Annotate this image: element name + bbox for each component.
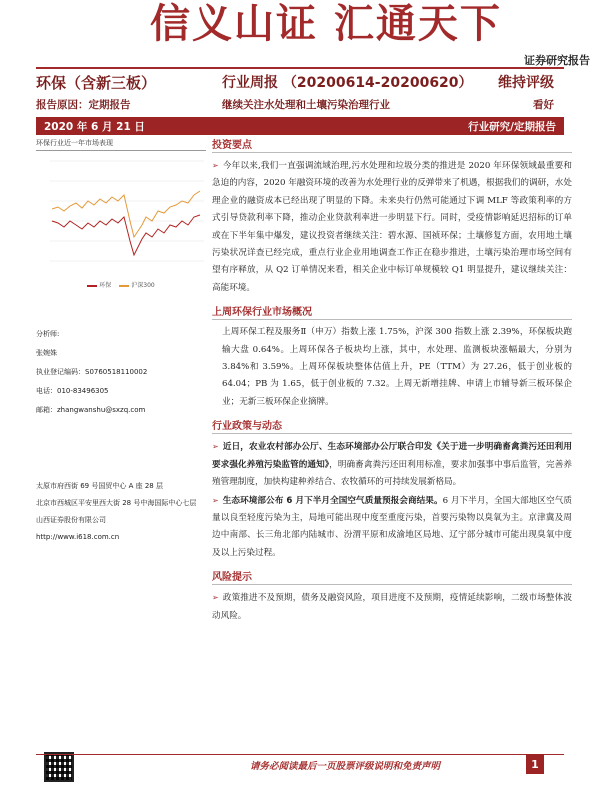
rating-label: 维持评级 — [498, 75, 554, 91]
section-market-body: 上周环保工程及服务Ⅱ（申万）指数上涨 1.75%，沪深 300 指数上涨 2.39%，环保板块跑输大盘 0.64%。上周环保各子板块均上涨，其中，水处理、监测板块涨幅最大，分别为 3.84%和 3.59%。上周环保板块整体估值上升，PE（TTM）为 27.26，低于创业板的 64.04；PB 为 1.65，低于创业板的 7.32。上周无新增挂牌、申请上市辅导新三板环保企业；无新三板环保企业摘牌。 — [222, 327, 572, 407]
hs300-line — [52, 191, 200, 237]
disclaimer-notice: 请务必阅读最后一页股票评级说明和免责声明 — [250, 761, 441, 772]
footer-rule — [36, 754, 564, 755]
weekly-title: 行业周报 （20200614-20200620） — [222, 75, 473, 91]
policy-item-2: ➢ 生态环境部公布 6 月下半月全国空气质量预报会商结果。6 月下半月，全国大部地区空气质量以良至轻度污染为主，局地可能出现中度至重度污染，首要污染物以臭氧为主。京津冀及周边中南部、长三角北部内陆城市、汾渭平原和成渝地区局地、辽宁部分城市可能出现臭氧中度及以上污染过程。 — [212, 495, 572, 558]
bullet-icon: ➢ — [212, 442, 219, 452]
section-investment-title: 投资要点 — [212, 136, 572, 153]
qr-code-icon — [44, 752, 74, 782]
page-number: 1 — [526, 754, 544, 774]
report-type: 证券研究报告 — [524, 54, 590, 67]
analyst-info — [36, 325, 196, 420]
analyst-cert: 执业登记编码：S0760518110002 — [36, 368, 148, 376]
section-risk-title: 风险提示 — [212, 568, 572, 585]
header-row-2 — [36, 97, 564, 113]
report-date: 2020 年 6 月 21 日 — [44, 120, 145, 133]
analyst-label: 分析师: — [36, 330, 60, 338]
analyst-phone: 电话：010-83496305 — [36, 387, 109, 395]
report-category: 行业研究/定期报告 — [468, 120, 556, 133]
policy-item-1: ➢ 近日，农业农村部办公厅、生态环境部办公厅联合印发《关于进一步明确畜禽粪污还田利用要求强化养殖污染监管的通知》，明确畜禽粪污还田利用标准，要求加强事中事后监管，完善养殖管理制度，加快构建种养结合、农牧循环的可持续发展新格局。 — [212, 442, 572, 488]
company-info — [36, 478, 204, 546]
report-subtitle: 继续关注水处理和土壤污染治理行业 — [222, 99, 390, 111]
analyst-name: 张婉姝 — [36, 349, 57, 357]
legend-hs300: 沪深300 — [119, 280, 154, 289]
company-name: 山西证券股份有限公司 — [36, 516, 106, 524]
market-chart-svg — [36, 151, 206, 279]
market-chart — [36, 150, 206, 278]
rating-value: 看好 — [533, 99, 554, 111]
brand-logo: 信义山证 汇通天下 — [150, 1, 502, 47]
chart-legend — [36, 280, 206, 289]
address-taiyuan: 太原市府西街 69 号国贸中心 A 座 28 层 — [36, 482, 163, 490]
section-market-title: 上周环保行业市场概况 — [212, 303, 572, 320]
address-beijing: 北京市西城区平安里西大街 28 号中海国际中心七层 — [36, 499, 197, 507]
bullet-icon: ➢ — [212, 161, 219, 170]
section-risk-body: ➢ 政策推进不及预期，债务及融资风险，项目进度不及预期，疫情延续影响，二级市场整体波动风险。 — [212, 593, 572, 621]
section-investment-body: ➢ 今年以来,我们一直强调流域治理,污水处理和垃圾分类的推进是 2020 年环保领域最重要和急迫的内容，2020 年融资环境的改善为水处理行业的反弹带来了机遇，根据我们的调研，水处理企业的融资成本已经出现了明显的下降。未来央行仍然可能通过下调 MLF 等政策利率的方式引导贷款利率下降，推动企业贷款利率进一步明显下行。同时，受疫情影响延迟招标的订单或在下半年集中爆发，建议投资者继续关注：碧水源、国祯环保；土壤修复方面，农用地土壤污染状况详查已经完成，重点行业企业用地调查工作正在稳步推进，土壤污染治理市场空间有望有序释放，从 Q2 订单情况来看，相关企业中标订单规模较 Q1 明显提升，建议继续关注：高能环境。 — [212, 161, 572, 293]
bullet-icon: ➢ — [212, 495, 219, 505]
chart-title: 环保行业近一年市场表现 — [36, 139, 113, 147]
sector-title: 环保（含新三板） — [36, 74, 157, 92]
analyst-email[interactable]: 邮箱：zhangwanshu@sxzq.com — [36, 406, 146, 414]
date-bar — [36, 117, 564, 135]
company-url[interactable]: http://www.i618.com.cn — [36, 533, 120, 541]
header-rule — [36, 67, 564, 69]
header-row-1 — [36, 72, 564, 94]
legend-env: 环保 — [87, 280, 111, 289]
report-reason: 报告原因：定期报告 — [36, 99, 131, 111]
main-content — [212, 136, 572, 625]
section-policy-title: 行业政策与动态 — [212, 417, 572, 434]
market-chart-panel — [36, 138, 206, 289]
bullet-icon: ➢ — [212, 593, 219, 603]
